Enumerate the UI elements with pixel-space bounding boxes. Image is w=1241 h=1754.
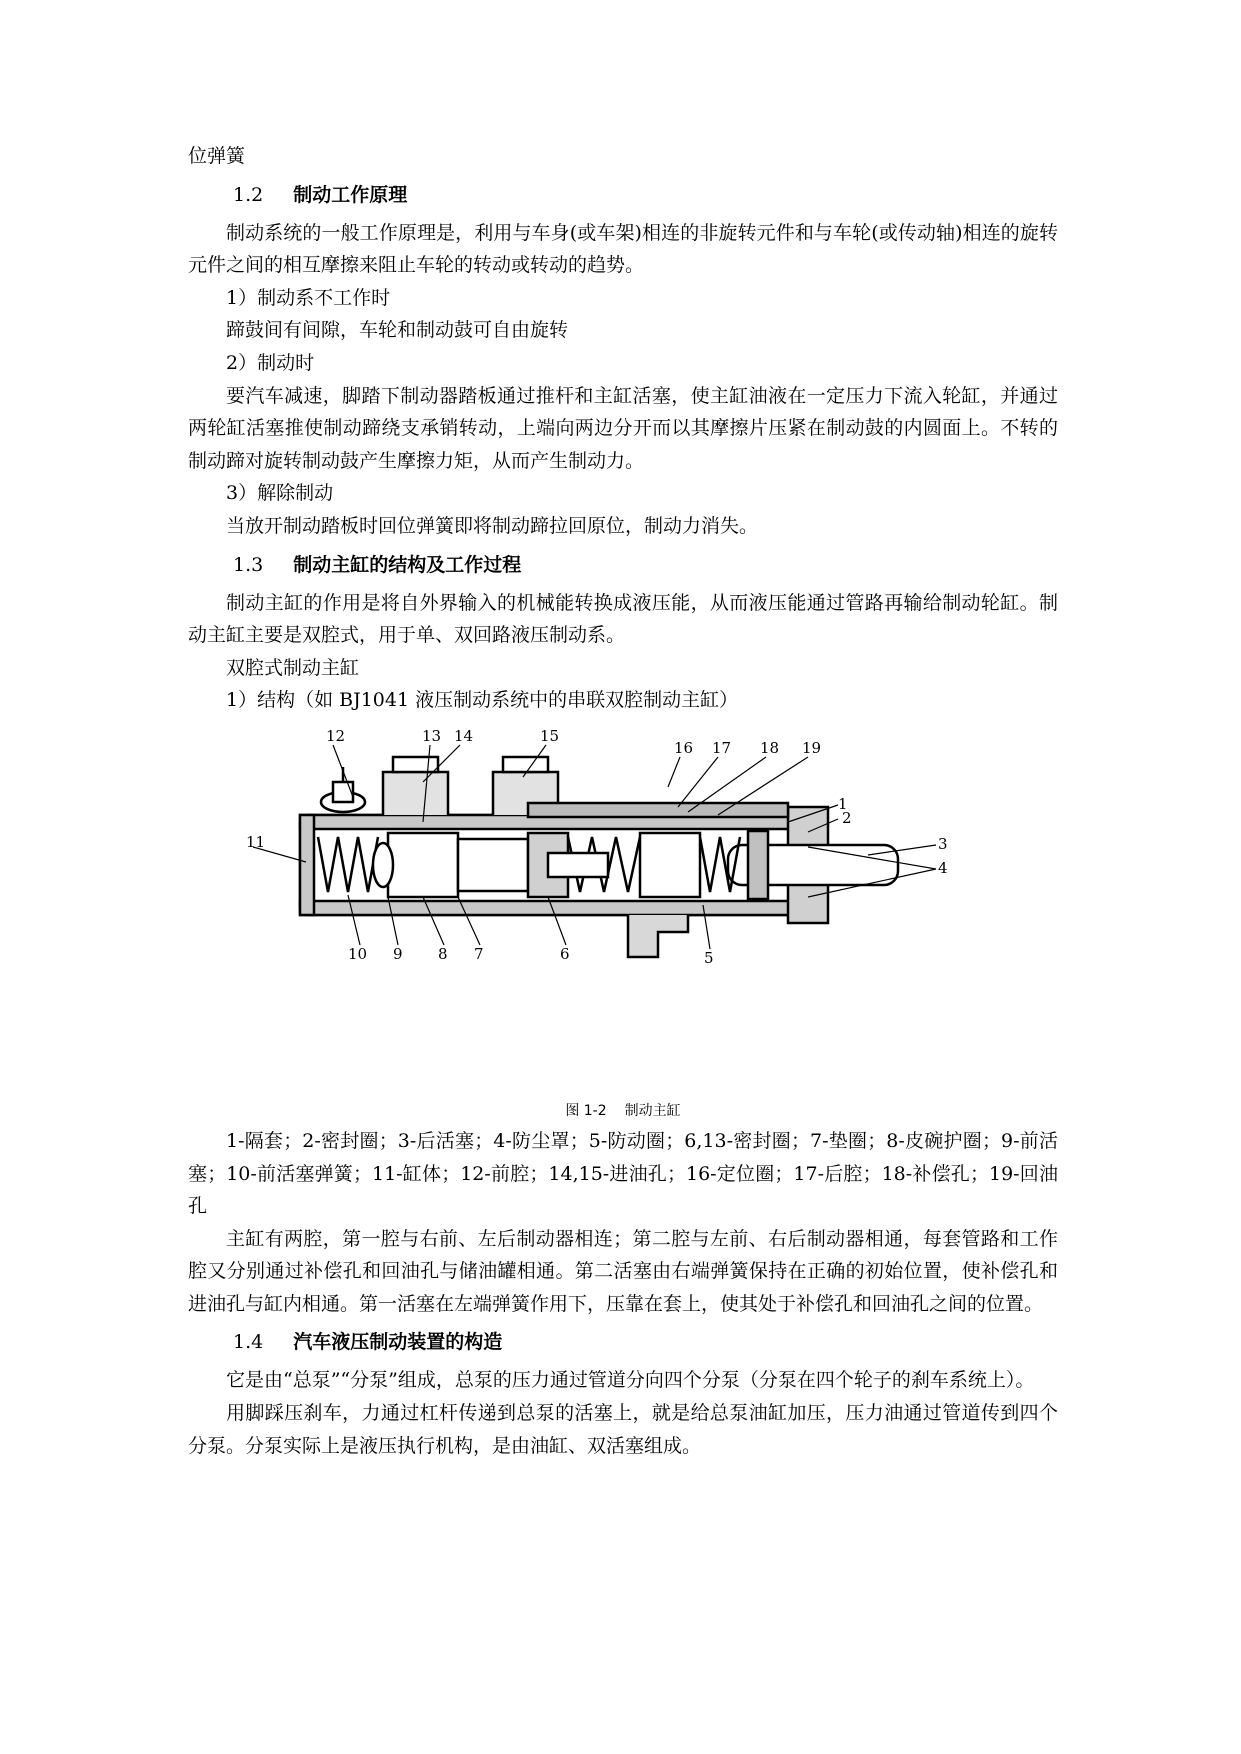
text-line: 位弹簧 bbox=[188, 145, 246, 167]
section-heading-1-4 bbox=[188, 1320, 1058, 1364]
section-title: 制动主缸的结构及工作过程 bbox=[293, 553, 522, 576]
document-page bbox=[188, 140, 1058, 1462]
paragraph: 主缸有两腔，第一腔与右前、左后制动器相连；第二腔与左前、右后制动器相通，每套管路和工作腔又分别通过补偿孔和回油孔与储油罐相通。第二活塞由右端弹簧保持在正确的初始位置，使补偿孔和进油孔与缸内相通。第一活塞在左端弹簧作用下，压靠在套上，使其处于补偿孔和回油孔之间的位置。 bbox=[188, 1227, 1058, 1315]
figure-label: 13 bbox=[422, 726, 442, 745]
list-item: 2）制动时 bbox=[226, 351, 315, 374]
figure-label: 6 bbox=[560, 944, 570, 963]
figure-caption bbox=[188, 1097, 1058, 1125]
figure-label: 3 bbox=[938, 834, 948, 853]
figure-label: 8 bbox=[438, 944, 448, 963]
figure-label: 5 bbox=[704, 948, 714, 967]
list-item: 3）解除制动 bbox=[226, 482, 334, 505]
figure-label: 19 bbox=[802, 738, 822, 757]
paragraph: 蹄鼓间有间隙，车轮和制动鼓可自由旋转 bbox=[226, 319, 569, 342]
paragraph: 制动主缸的作用是将自外界输入的机械能转换成液压能，从而液压能通过管路再输给制动轮缸。制动主缸主要是双腔式，用于单、双回路液压制动系。 bbox=[188, 591, 1058, 647]
figure-label: 15 bbox=[540, 726, 560, 745]
figure-label: 1 bbox=[838, 794, 848, 813]
figure-label: 2 bbox=[842, 808, 852, 827]
figure-label: 12 bbox=[326, 726, 346, 745]
figure-label: 4 bbox=[938, 858, 948, 877]
figure-label: 11 bbox=[246, 832, 266, 851]
section-heading-1-3 bbox=[188, 543, 1058, 587]
paragraph: 用脚踩压刹车，力通过杠杆传递到总泵的活塞上，就是给总泵油缸加压，压力油通过管道传到四个分泵。分泵实际上是液压执行机构，是由油缸、双活塞组成。 bbox=[188, 1402, 1058, 1457]
list-item: 1）制动系不工作时 bbox=[226, 286, 391, 309]
paragraph: 双腔式制动主缸 bbox=[226, 656, 360, 679]
figure-label: 10 bbox=[348, 944, 368, 963]
caption-number: 图 1-2 bbox=[565, 1102, 607, 1119]
figure-label: 17 bbox=[712, 738, 732, 757]
master-cylinder-diagram bbox=[248, 727, 968, 997]
section-number: 1.4 bbox=[233, 1331, 264, 1354]
section-title: 汽车液压制动装置的构造 bbox=[293, 1331, 503, 1354]
section-heading-1-2 bbox=[188, 173, 1058, 217]
section-number: 1.2 bbox=[233, 183, 264, 206]
list-item: 1）结构（如 BJ1041 液压制动系统中的串联双腔制动主缸） bbox=[226, 689, 739, 712]
section-title: 制动工作原理 bbox=[293, 183, 408, 206]
paragraph: 当放开制动踏板时回位弹簧即将制动蹄拉回原位，制动力消失。 bbox=[226, 514, 759, 537]
paragraph: 1-隔套；2-密封圈；3-后活塞；4-防尘罩；5-防动圈；6,13-密封圈；7-垫圈；8-皮碗护圈；9-前活塞；10-前活塞弹簧；11-缸体；12-前腔；14,15-进油孔；16-定位圈；17-后腔；18-补偿孔；19-回油孔 bbox=[188, 1129, 1058, 1218]
section-number: 1.3 bbox=[233, 553, 264, 576]
paragraph: 要汽车减速，脚踏下制动器踏板通过推杆和主缸活塞，使主缸油液在一定压力下流入轮缸，并通过两轮缸活塞推使制动蹄绕支承销转动，上端向两边分开而以其摩擦片压紧在制动鼓的内圆面上。不转的制动蹄对旋转制动鼓产生摩擦力矩，从而产生制动力。 bbox=[188, 384, 1058, 472]
master-cylinder-figure bbox=[188, 717, 1058, 1097]
paragraph: 它是由“总泵”“分泵”组成，总泵的压力通过管道分向四个分泵（分泵在四个轮子的刹车系统上）。 bbox=[226, 1369, 1035, 1392]
paragraph: 制动系统的一般工作原理是，利用与车身(或车架)相连的非旋转元件和与车轮(或传动轴)相连的旋转元件之间的相互摩擦来阻止车轮的转动或转动的趋势。 bbox=[188, 221, 1058, 277]
figure-label: 18 bbox=[760, 738, 780, 757]
caption-text: 制动主缸 bbox=[624, 1102, 681, 1119]
figure-label: 9 bbox=[393, 944, 403, 963]
figure-label: 7 bbox=[474, 944, 484, 963]
figure-label: 14 bbox=[454, 726, 474, 745]
figure-label: 16 bbox=[674, 738, 694, 757]
